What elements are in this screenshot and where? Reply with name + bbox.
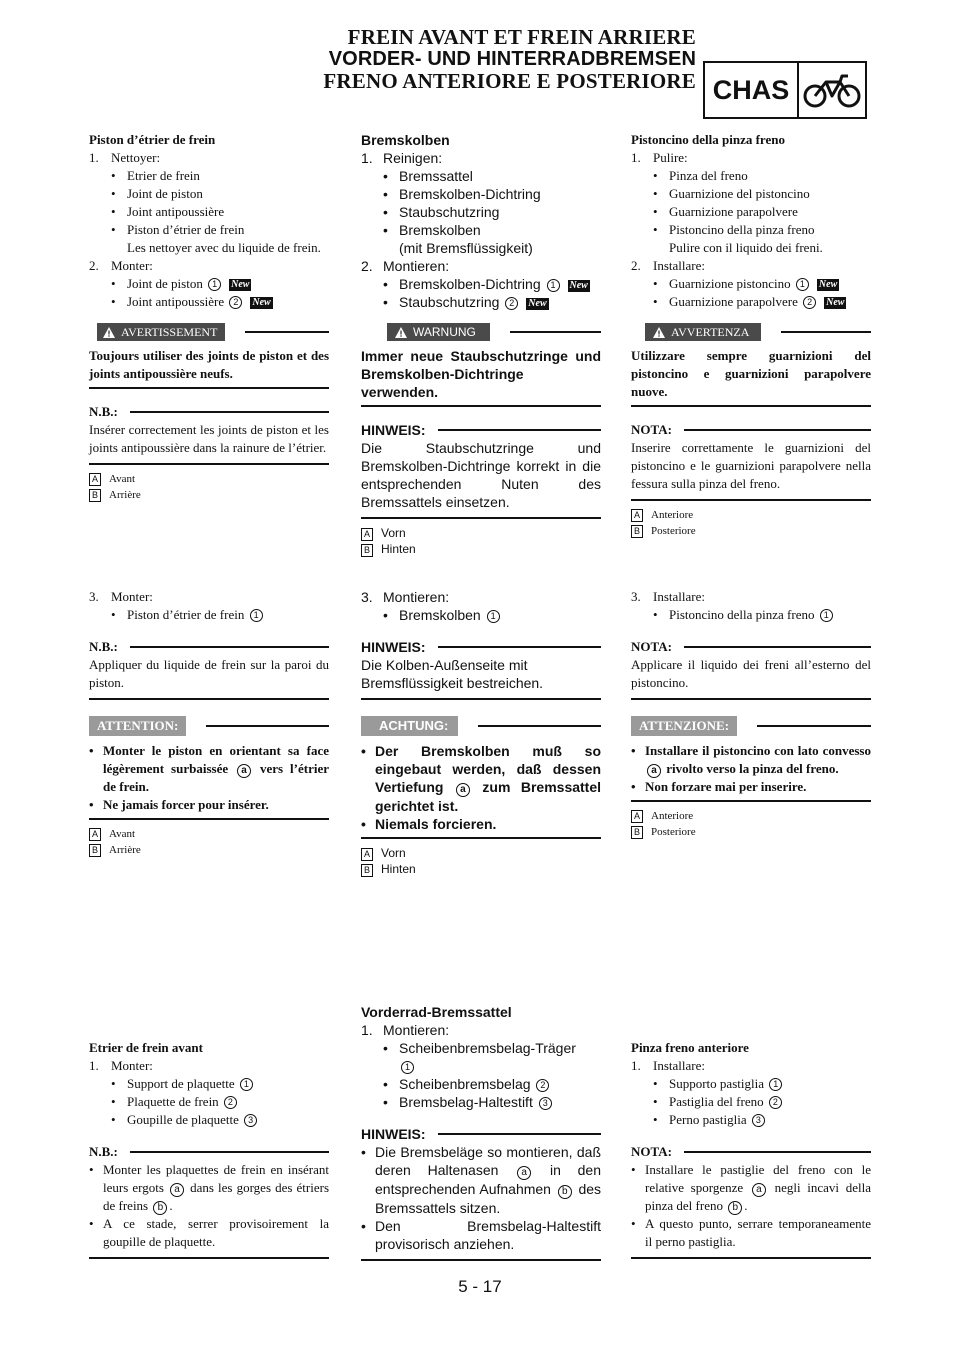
bullet: •: [653, 204, 658, 219]
note-text: Die Staubschutzringe und Bremskolben-Dichtringe korrekt in die entsprechenden Nuten des Bremssattels einsetzen.: [361, 440, 601, 510]
divider: [631, 800, 871, 802]
column-french-part3: Etrier de frein avant 1. Monter: • Support de plaquette 1 • Plaquette de frein 2 • Goupille de plaquette 3 N.B.: • Monter les plaquettes de frein en insérant leurs ergots a dans les gorges des étriers de freins b . • A ce stade, serrer provisoirement la goupille de plaquette.: [89, 1039, 329, 1259]
callout-number: 1: [250, 609, 263, 622]
list-item: Joint de piston: [127, 186, 203, 201]
caution-text: Non forzare mai per inserire.: [645, 779, 807, 794]
bullet: •: [361, 1218, 366, 1234]
step-text: Pulire:: [653, 150, 688, 165]
callout-number: 1: [769, 1078, 782, 1091]
step-text: Montieren:: [383, 589, 450, 605]
callout-letter: b: [153, 1201, 167, 1215]
legend-text: Arrière: [109, 489, 141, 501]
list-item-continuation: Pulire con il liquido dei freni.: [669, 240, 823, 255]
divider: [684, 1151, 871, 1153]
bullet: •: [361, 1144, 366, 1160]
list-item: Pinza del freno: [669, 168, 748, 183]
divider: [245, 331, 329, 333]
legend-text: Avant: [109, 473, 136, 485]
divider: [130, 646, 329, 648]
list-item: Joint antipoussière: [127, 294, 225, 309]
legend-text: Posteriore: [651, 525, 696, 537]
callout-number: 1: [820, 609, 833, 622]
step-text: Installare:: [653, 1058, 705, 1073]
section-title: Pistoncino della pinza freno: [631, 132, 785, 147]
section-title: Vorderrad-Bremssattel: [361, 1004, 512, 1020]
list-item: Bremskolben-Dichtring: [399, 276, 541, 292]
list-item: Guarnizione pistoncino: [669, 276, 791, 291]
caution-label: ACHTUNG:: [361, 716, 458, 736]
section-title: Bremskolben: [361, 132, 450, 148]
note-text: Appliquer du liquide de frein sur la paroi du piston.: [89, 657, 329, 690]
list-item: Bremsbelag-Haltestift: [399, 1094, 533, 1110]
section-title: Etrier de frein avant: [89, 1040, 203, 1055]
legend-key: A: [361, 848, 373, 861]
bullet: •: [111, 1076, 116, 1091]
list-item: Piston d’étrier de frein: [127, 607, 245, 622]
bullet: •: [383, 1040, 388, 1056]
list-item: Pistoncino della pinza freno: [669, 222, 815, 237]
legend-text: Anteriore: [651, 509, 694, 521]
list-item: Joint de piston: [127, 276, 203, 291]
header-title-fr: FREIN AVANT ET FREIN ARRIERE: [347, 25, 696, 49]
new-part-badge: New: [252, 297, 271, 308]
bullet: •: [111, 186, 116, 201]
callout-letter: a: [647, 764, 661, 778]
list-item: Staubschutzring: [399, 204, 500, 220]
legend-key: B: [631, 826, 643, 839]
note-label: NOTA:: [631, 639, 672, 654]
column-italian-part3: Pinza freno anteriore 1. Installare: • Supporto pastiglia 1 • Pastiglia del freno 2 • Perno pastiglia 3 NOTA: • Installare le pastiglie del freno con le relative sporgenze a negli incavi della pinza del freno b . • A questo punto, serrare temporaneamente il perno pastiglia.: [631, 1039, 871, 1259]
column-german-part2: [361, 588, 601, 877]
note-label: N.B.:: [89, 639, 118, 654]
bullet: •: [111, 294, 116, 309]
step-number: 1.: [361, 150, 373, 166]
legend-text: Vorn: [381, 526, 406, 540]
bullet: •: [383, 294, 388, 310]
step-text: Installare:: [653, 589, 705, 604]
legend-key: A: [89, 828, 101, 841]
new-part-badge: New: [818, 279, 838, 290]
warning-triangle-icon: [395, 327, 407, 338]
bullet: •: [631, 743, 636, 758]
divider: [361, 1259, 601, 1261]
note-text: Die Bremsbeläge so montieren, daß deren Haltenasen: [375, 1144, 601, 1178]
legend-key: A: [631, 810, 643, 823]
legend-key: A: [631, 509, 643, 522]
warning-label: AVERTISSEMENT: [121, 325, 218, 339]
bullet: •: [111, 1094, 116, 1109]
header-title-it: FRENO ANTERIORE E POSTERIORE: [323, 69, 696, 93]
callout-letter: a: [752, 1183, 766, 1197]
legend-key: B: [631, 525, 643, 538]
callout-number: 2: [229, 296, 242, 309]
bullet: •: [383, 168, 388, 184]
step-number: 2.: [89, 258, 99, 273]
callout-number: 2: [769, 1096, 782, 1109]
step-text: Nettoyer:: [111, 150, 161, 165]
note-text: dans les gorges des étriers de freins: [103, 1180, 330, 1213]
caution-text: Installare il pistoncino con lato convesso: [645, 743, 871, 758]
caution-text: Der Bremskolben muß so eingebaut werden, daß dessen Vertiefung: [375, 743, 601, 795]
list-item: Scheibenbremsbelag: [399, 1076, 531, 1092]
note-text: Installare le pastiglie del freno con le relative sporgenze: [645, 1162, 871, 1195]
callout-letter: a: [456, 783, 470, 797]
list-item: Bremssattel: [399, 168, 473, 184]
warning-text: Utilizzare sempre guarnizioni del pistoncino e guarnizioni parapolvere nuove.: [631, 348, 871, 399]
column-german: [361, 131, 601, 557]
step-text: Montieren:: [383, 1022, 450, 1038]
bullet: •: [111, 276, 116, 291]
legend-key: B: [361, 544, 373, 557]
column-german-part3: [361, 1003, 601, 1261]
divider: [89, 818, 329, 820]
divider: [89, 387, 329, 389]
divider: [89, 698, 329, 700]
caution-label: ATTENTION:: [89, 716, 186, 736]
note-text: Applicare il liquido dei freni all’esterno del pistoncino.: [631, 657, 871, 690]
list-item: Goupille de plaquette: [127, 1112, 239, 1127]
list-item: Plaquette de frein: [127, 1094, 219, 1109]
step-number: 2.: [361, 258, 373, 274]
new-part-badge: New: [231, 279, 250, 290]
list-item: Bremskolben-Dichtring: [399, 186, 541, 202]
callout-number: 2: [536, 1079, 549, 1092]
step-text: Monter:: [111, 1058, 153, 1073]
callout-number: 1: [208, 278, 221, 291]
step-number: 3.: [361, 589, 373, 605]
caution-text: Ne jamais forcer pour insérer.: [103, 797, 269, 812]
list-item: Guarnizione parapolvere: [669, 204, 798, 219]
list-item: Joint antipoussière: [127, 204, 225, 219]
bullet: •: [653, 1112, 658, 1127]
bullet: •: [111, 222, 116, 237]
list-item: Bremskolben: [399, 607, 481, 623]
bullet: •: [383, 276, 388, 292]
callout-number: 1: [240, 1078, 253, 1091]
bullet: •: [653, 186, 658, 201]
bullet: •: [111, 607, 116, 622]
note-text: negli incavi della pinza del freno: [645, 1180, 871, 1213]
list-item-continuation: (mit Bremsflüssigkeit): [399, 240, 533, 256]
callout-number: 3: [244, 1114, 257, 1127]
divider: [631, 405, 871, 407]
bullet: •: [631, 1162, 636, 1177]
divider: [130, 1151, 329, 1153]
caution-label: ATTENZIONE:: [631, 716, 737, 736]
divider: [631, 499, 871, 501]
legend-key: A: [89, 473, 101, 486]
list-item: Perno pastiglia: [669, 1112, 747, 1127]
callout-letter: a: [517, 1166, 531, 1180]
bullet: •: [383, 607, 388, 623]
warning-triangle-icon: [103, 327, 115, 338]
column-french-part2: [89, 588, 329, 858]
caution-text: vers l’étrier de frein.: [103, 761, 329, 794]
divider: [781, 331, 871, 333]
divider: [361, 698, 601, 700]
warning-text: Toujours utiliser des joints de piston et des joints antipoussière neufs.: [89, 348, 329, 381]
warning-label: WARNUNG: [413, 325, 476, 339]
section-title: Pinza freno anteriore: [631, 1040, 749, 1055]
list-item: Guarnizione parapolvere: [669, 294, 798, 309]
bullet: •: [89, 1162, 94, 1177]
divider: [361, 837, 601, 839]
warning-badge: [97, 323, 225, 341]
step-text: Monter:: [111, 258, 153, 273]
column-italian-part2: [631, 588, 871, 840]
callout-number: 3: [539, 1097, 552, 1110]
divider: [438, 429, 601, 431]
bullet: •: [111, 1112, 116, 1127]
step-text: Monter:: [111, 589, 153, 604]
bullet: •: [89, 797, 94, 812]
bullet: •: [361, 743, 366, 759]
list-item: Scheibenbremsbelag-Träger: [399, 1040, 576, 1056]
bullet: •: [653, 294, 658, 309]
legend-key: B: [361, 864, 373, 877]
new-part-badge: New: [569, 280, 588, 291]
note-label: HINWEIS:: [361, 422, 426, 438]
warning-badge: [645, 323, 761, 341]
note-label: N.B.:: [89, 404, 118, 419]
bullet: •: [111, 168, 116, 183]
callout-number: 3: [752, 1114, 765, 1127]
bullet: •: [383, 204, 388, 220]
bullet: •: [89, 743, 94, 758]
bullet: •: [653, 607, 658, 622]
list-item: Pastiglia del freno: [669, 1094, 764, 1109]
note-text: des Bremssattels sitzen.: [375, 1181, 602, 1216]
divider: [89, 1257, 329, 1259]
callout-number: 1: [796, 278, 809, 291]
legend-key: B: [89, 489, 101, 502]
legend-text: Vorn: [381, 846, 406, 860]
step-number: 1.: [89, 1058, 99, 1073]
motorcycle-icon: [799, 63, 865, 117]
note-text: in den entsprechenden Aufnahmen: [375, 1162, 601, 1197]
note-label: NOTA:: [631, 1144, 672, 1159]
bullet: •: [631, 779, 636, 794]
warning-label: AVVERTENZA: [671, 325, 750, 339]
chas-label: CHAS: [705, 63, 799, 117]
divider: [510, 331, 601, 333]
note-text: Den Bremsbelag-Haltestift provisorisch anziehen.: [375, 1218, 601, 1252]
caution-text: Monter le piston en orientant sa face légèrement surbaissée: [103, 743, 329, 776]
list-item: Piston d’étrier de frein: [127, 222, 245, 237]
chas-box: [703, 61, 867, 119]
warning-triangle-icon: [653, 327, 665, 338]
step-number: 1.: [631, 1058, 641, 1073]
callout-letter: a: [170, 1183, 184, 1197]
note-text: Die Kolben-Außenseite mit Bremsflüssigkeit bestreichen.: [361, 657, 544, 691]
divider: [361, 405, 601, 407]
step-text: Installare:: [653, 258, 705, 273]
step-number: 2.: [631, 258, 641, 273]
callout-number: 2: [505, 297, 518, 310]
note-text: A ce stade, serrer provisoirement la goupille de plaquette.: [103, 1216, 329, 1249]
step-text: Reinigen:: [383, 150, 443, 166]
caution-text: Niemals forcieren.: [375, 816, 497, 832]
divider: [438, 646, 601, 648]
list-item: Bremskolben: [399, 222, 481, 238]
legend-text: Arrière: [109, 844, 141, 856]
step-number: 1.: [631, 150, 641, 165]
step-number: 1.: [89, 150, 99, 165]
list-item: Staubschutzring: [399, 294, 500, 310]
bullet: •: [361, 816, 366, 832]
note-text: Monter les plaquettes de frein en insérant leurs ergots: [103, 1162, 329, 1195]
divider: [684, 646, 871, 648]
list-item: Support de plaquette: [127, 1076, 235, 1091]
legend-text: Hinten: [381, 862, 416, 876]
section-title: Piston d’étrier de frein: [89, 132, 216, 147]
list-item: Etrier de frein: [127, 168, 200, 183]
header-title-de: VORDER- UND HINTERRADBREMSEN: [328, 48, 696, 70]
callout-number: 2: [224, 1096, 237, 1109]
bullet: •: [89, 1216, 94, 1231]
note-label: HINWEIS:: [361, 1126, 426, 1142]
bullet: •: [383, 1076, 388, 1092]
callout-letter: b: [728, 1201, 742, 1215]
step-number: 3.: [631, 589, 641, 604]
column-french: [89, 131, 329, 503]
step-number: 1.: [361, 1022, 373, 1038]
caution-text: rivolto verso la pinza del freno.: [666, 761, 839, 776]
callout-number: 2: [803, 296, 816, 309]
note-text: Inserire correttamente le guarnizioni del pistoncino e le guarnizioni parapolvere nella fessura sulla pinza del freno.: [631, 440, 871, 491]
page-number: 5 - 17: [458, 1277, 502, 1296]
legend-text: Posteriore: [651, 826, 696, 838]
legend-text: Avant: [109, 828, 136, 840]
bullet: •: [631, 1216, 636, 1231]
note-label: N.B.:: [89, 1144, 118, 1159]
callout-number: 1: [401, 1061, 414, 1074]
bullet: •: [383, 1094, 388, 1110]
legend-key: A: [361, 528, 373, 541]
divider: [684, 429, 871, 431]
divider: [130, 411, 329, 413]
note-text: A questo punto, serrare temporaneamente il perno pastiglia.: [645, 1216, 871, 1249]
note-text: Insérer correctement les joints de piston et les joints antipoussière dans la rainure de l’étrier.: [89, 422, 329, 455]
divider: [478, 725, 601, 727]
callout-number: 1: [487, 610, 500, 623]
warning-badge: [387, 323, 490, 341]
divider: [206, 725, 329, 727]
column-italian: [631, 131, 871, 539]
divider: [631, 698, 871, 700]
callout-letter: b: [558, 1185, 572, 1199]
callout-number: 1: [547, 279, 560, 292]
step-number: 3.: [89, 589, 99, 604]
divider: [361, 517, 601, 519]
list-item: Pistoncino della pinza freno: [669, 607, 815, 622]
divider: [89, 463, 329, 465]
bullet: •: [653, 222, 658, 237]
list-item: Supporto pastiglia: [669, 1076, 764, 1091]
step-text: Montieren:: [383, 258, 450, 274]
list-item: Guarnizione del pistoncino: [669, 186, 810, 201]
note-label: NOTA:: [631, 422, 672, 437]
divider: [438, 1133, 601, 1135]
bullet: •: [383, 222, 388, 238]
header: [300, 26, 696, 92]
note-label: HINWEIS:: [361, 639, 426, 655]
callout-letter: a: [237, 764, 251, 778]
bullet: •: [653, 1076, 658, 1091]
warning-text: Immer neue Staubschutzringe und Bremskolben-Dichtringe verwenden.: [361, 348, 601, 400]
new-part-badge: New: [826, 297, 845, 308]
legend-text: Hinten: [381, 542, 416, 556]
bullet: •: [653, 1094, 658, 1109]
divider: [631, 1257, 871, 1259]
legend-text: Anteriore: [651, 810, 694, 822]
legend-key: B: [89, 844, 101, 857]
new-part-badge: New: [528, 298, 547, 309]
bullet: •: [653, 276, 658, 291]
list-item-continuation: Les nettoyer avec du liquide de frein.: [127, 240, 321, 255]
divider: [757, 725, 871, 727]
caution-text: zum Bremssattel gerichtet ist.: [375, 779, 602, 814]
bullet: •: [653, 168, 658, 183]
bullet: •: [111, 204, 116, 219]
bullet: •: [383, 186, 388, 202]
